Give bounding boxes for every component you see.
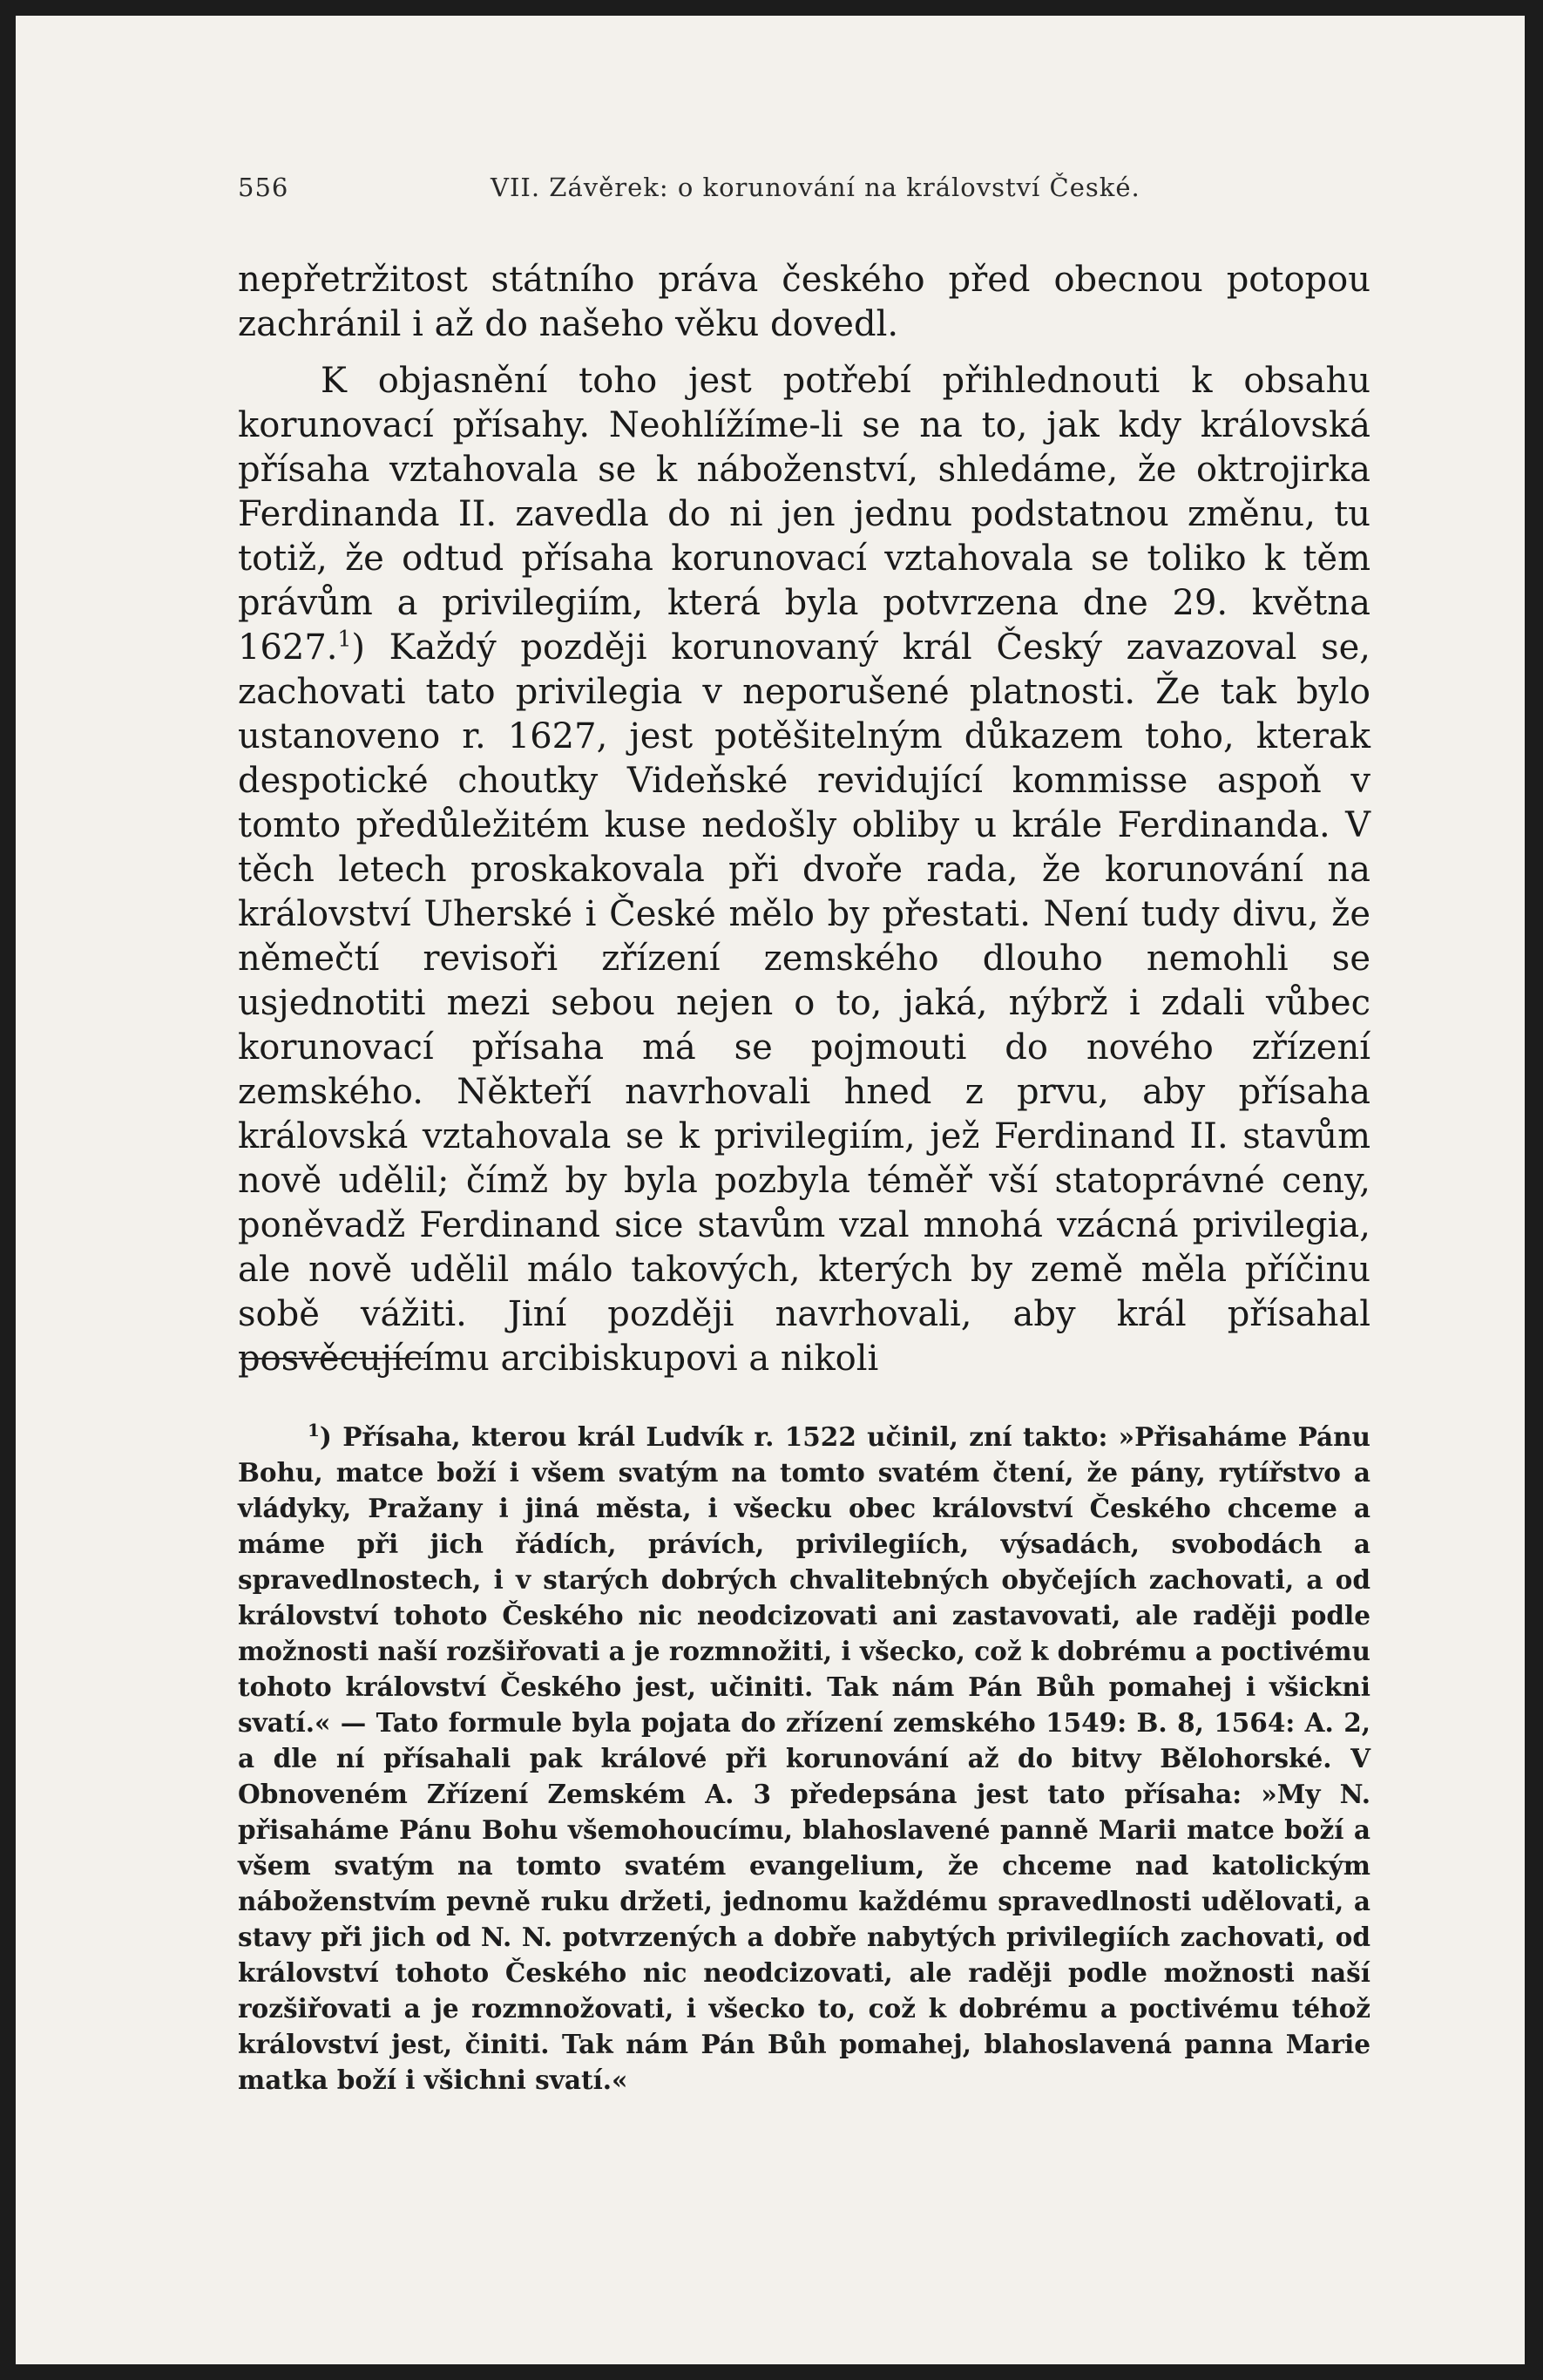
paragraph-2-part-a: K objasnění toho jest potřebí přihlednouti k obsahu korunovací přísahy. Neohlížíme-li se na to, jak kdy královská přísaha vztahovala se k náboženství, shledáme, že oktrojirka Ferdinanda II. zavedla do ni jen jednu podstatnou změnu, tu totiž, že odtud přísaha korunovací vztahovala se toliko k těm právům a privilegiím, která byla potvrzena dne 29. května 1627. [238,361,1370,668]
footnote [238,1419,1370,2098]
footnote-mark: 1 [308,1420,320,1441]
book-page [16,16,1525,2364]
footnote-text: ) Přísaha, kterou král Ludvík r. 1522 učinil, zní takto: »Přisaháme Pánu Bohu, matce boží i všem svatým na tomto svatém čtení, že pány, rytířstvo a vládyky, Pražany i jiná města, i všecku obec království Českého chceme a máme při jich řádích, právích, privilegiích, výsadách, svobodách a spravedlnostech, i v starých dobrých chvalitebných obyčejích zachovati, a od království tohoto Českého nic neodcizovati ani zastavovati, ale raději podle možnosti naší rozšiřovati a je rozmnožiti, i všecko, což k dobrému a poctivému tohoto království Českého jest, učiniti. Tak nám Pán Bůh pomahej i všickni svatí.« — Tato formule byla pojata do zřízení zemského 1549: B. 8, 1564: A. 2, a dle ní přísahali pak králové při korunování až do bitvy Bělohorské. V Obnoveném Zřízení Zemském A. 3 předepsána jest tato přísaha: »My N. přisaháme Pánu Bohu všemohoucímu, blahoslavené panně Marii matce boží a všem svatým na tomto svatém evangelium, že chceme nad katolickým náboženstvím pevně ruku držeti, jednomu každému spravedlnosti udělovati, a stavy při jich od N. N. potvrzených a dobře nabytých privilegiích zachovati, od království tohoto Českého nic neodcizovati, ale raději podle možnosti naší rozšiřovati a je rozmnožovati, i všecko to, což k dobrému a poctivému téhož království jest, činiti. Tak nám Pán Bůh pomahej, blahoslavená panna Marie matka boží i všichni svatí.« [238,1421,1370,2095]
footnote-divider [240,1358,425,1360]
main-text [238,258,1370,1381]
paragraph-1: nepřetržitost státního práva českého před obecnou potopou zachránil i až do našeho věku dovedl. [238,260,1370,344]
chapter-title: VII. Závěrek: o korunování na království České. [491,173,1140,202]
page-number: 556 [238,173,289,202]
footnote-reference[interactable]: 1 [337,626,352,652]
paragraph-2-part-b: ) Každý později korunovaný král Český zavazoval se, zachovati tato privilegia v neporušené platnosti. Že tak bylo ustanoveno r. 1627, jest potěšitelným důkazem toho, kterak despotické choutky Videňské revidující kommisse aspoň v tomto předůležitém kuse nedošly obliby u krále Ferdinanda. V těch letech proskakovala při dvoře rada, že korunování na království Uherské i České mělo by přestati. Není tudy divu, že němečtí revisoři zřízení zemského dlouho nemohli se usjednotiti mezi sebou nejen o to, jaká, nýbrž i zdali vůbec korunovací přísaha má se pojmouti do nového zřízení zemského. Někteří navrhovali hned z prvu, aby přísaha královská vztahovala se k privilegiím, jež Ferdinand II. stavům nově udělil; čímž by byla pozbyla téměř vší statoprávné ceny, poněvadž Ferdinand sice stavům vzal mnohá vzácná privilegia, ale nově udělil málo takových, kterých by země měla příčinu sobě vážiti. Jiní později navrhovali, aby král přísahal posvěcujícímu arcibiskupovi a nikoli [238,627,1370,1379]
paragraph-2 [238,359,1370,1381]
footnote-paragraph [238,1419,1370,2098]
